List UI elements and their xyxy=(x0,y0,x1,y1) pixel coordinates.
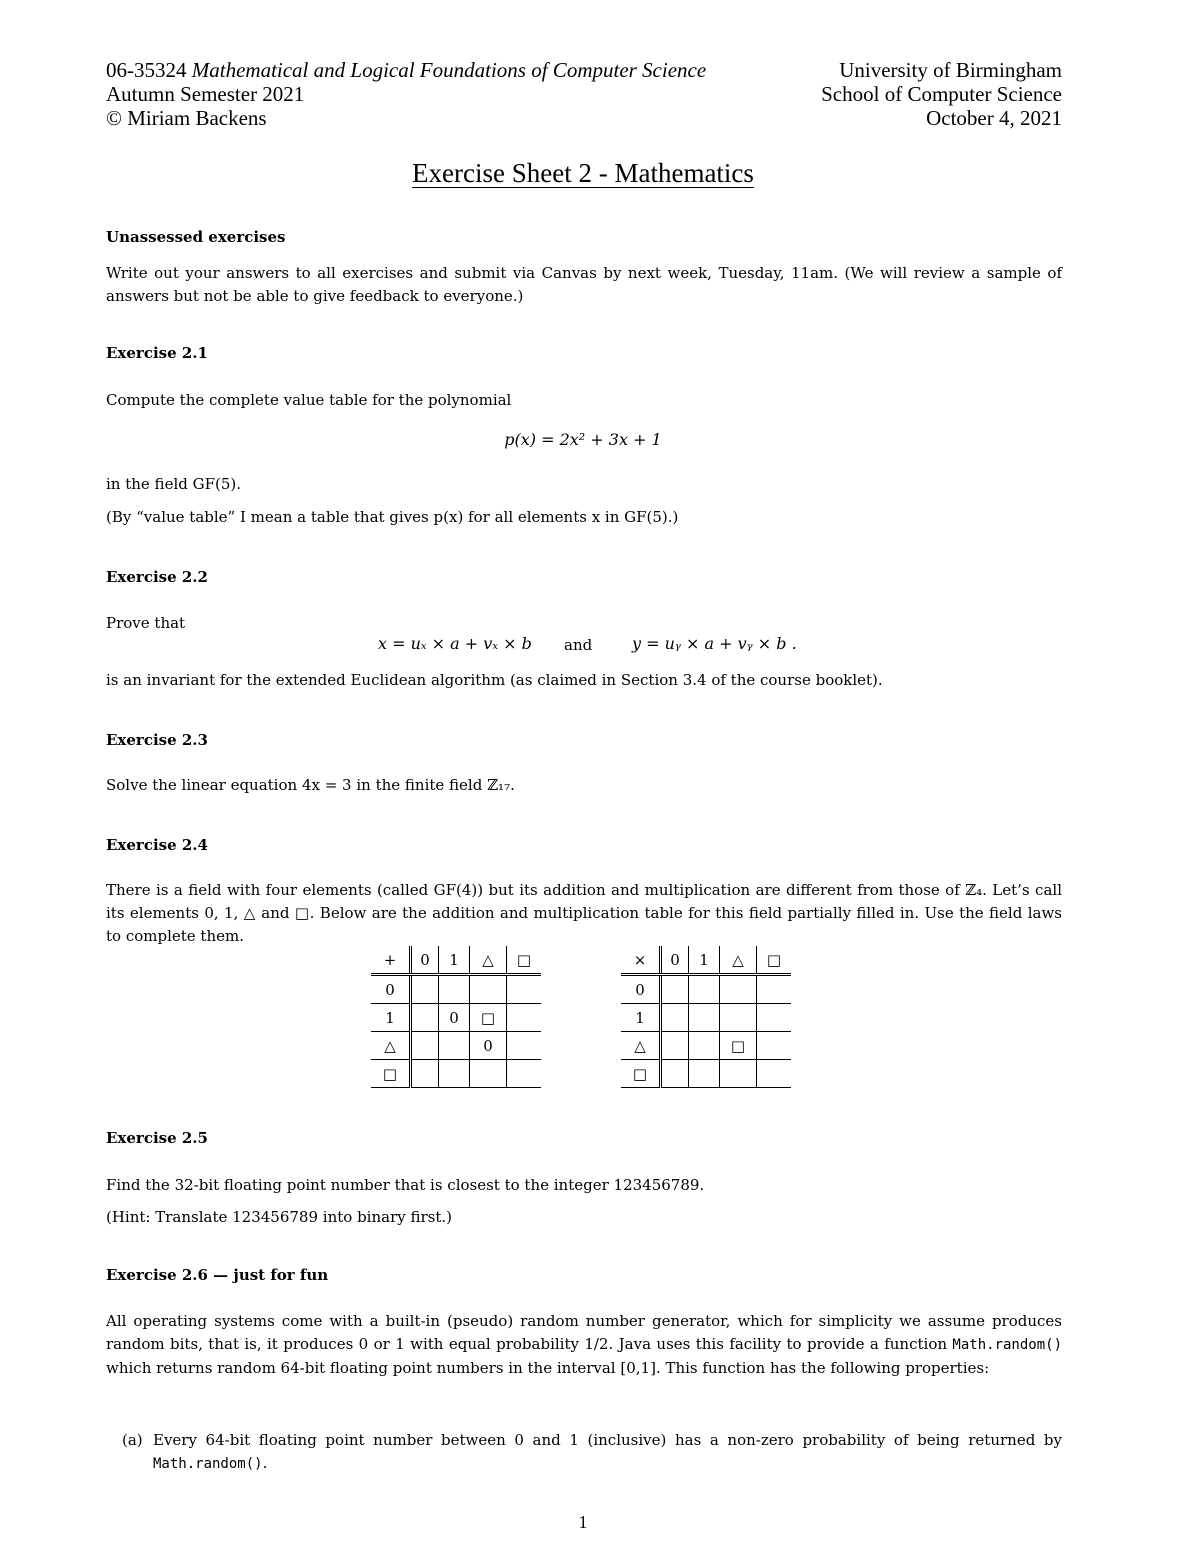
table-cell xyxy=(661,1032,689,1060)
ex22-formula-and: and xyxy=(564,636,593,654)
table-row-label: □ xyxy=(371,1060,411,1088)
ex21-line3: (By “value table” I mean a table that gives p(x) for all elements x in GF(5).) xyxy=(106,508,679,526)
ex26-code-math-random: Math.random() xyxy=(952,1337,1062,1353)
table-cell xyxy=(411,1060,439,1088)
table-cell: 0 xyxy=(439,1004,470,1032)
table-cell xyxy=(720,975,757,1004)
course-title: Mathematical and Logical Foundations of Computer Science xyxy=(191,58,707,82)
table-header-row xyxy=(621,946,791,975)
table-cell xyxy=(507,975,542,1004)
ex22-formula-right: y = uᵧ × a + vᵧ × b . xyxy=(632,634,797,653)
table-header-cell: □ xyxy=(757,946,792,975)
table-cell xyxy=(689,975,720,1004)
table-cell xyxy=(720,1004,757,1032)
table-cell xyxy=(507,1004,542,1032)
ex26-text-b: which returns random 64-bit floating point numbers in the interval [0,1]. This function has the following properties: xyxy=(106,1359,990,1377)
table-row-label: 0 xyxy=(621,975,661,1004)
table-cell xyxy=(757,975,792,1004)
table-row-label: 0 xyxy=(371,975,411,1004)
table-cell xyxy=(470,975,507,1004)
table-cell: □ xyxy=(720,1032,757,1060)
table-header-cell: △ xyxy=(470,946,507,975)
page-number: 1 xyxy=(578,1512,588,1532)
table-row xyxy=(621,1004,791,1032)
table-cell xyxy=(439,1060,470,1088)
ex25-line1: Find the 32-bit floating point number that is closest to the integer 123456789. xyxy=(106,1176,705,1194)
table-cell xyxy=(411,1032,439,1060)
table-cell xyxy=(720,1060,757,1088)
header-course xyxy=(106,58,706,82)
table-cell xyxy=(411,1004,439,1032)
addition-table xyxy=(371,946,541,1088)
table-header-row xyxy=(371,946,541,975)
ex22-line2: is an invariant for the extended Euclidean algorithm (as claimed in Section 3.4 of the course booklet). xyxy=(106,671,883,689)
ex22-formula-left: x = uₓ × a + vₓ × b xyxy=(378,634,532,653)
ex22-heading: Exercise 2.2 xyxy=(106,568,208,586)
table-cell xyxy=(661,1060,689,1088)
table-row xyxy=(621,975,791,1004)
ex26-text-a: All operating systems come with a built-in (pseudo) random number generator, which for simplicity we assume produces random bits, that is, it produces 0 or 1 with equal probability 1/2. Java uses this facility to provide a function xyxy=(106,1312,1062,1353)
table-header-cell: △ xyxy=(720,946,757,975)
ex22-line1: Prove that xyxy=(106,614,186,632)
table-header-cell: 1 xyxy=(439,946,470,975)
ex26-item-a-end: . xyxy=(262,1454,268,1472)
intro-heading: Unassessed exercises xyxy=(106,228,286,246)
table-row xyxy=(371,1004,541,1032)
ex23-text: Solve the linear equation 4x = 3 in the finite field ℤ₁₇. xyxy=(106,776,515,794)
ex26-text xyxy=(106,1310,1062,1380)
table-cell xyxy=(689,1032,720,1060)
ex23-heading: Exercise 2.3 xyxy=(106,731,208,749)
header-school: School of Computer Science xyxy=(821,82,1062,106)
header-university: University of Birmingham xyxy=(839,58,1062,82)
ex26-heading: Exercise 2.6 — just for fun xyxy=(106,1266,329,1284)
table-cell xyxy=(439,975,470,1004)
table-cell: 0 xyxy=(470,1032,507,1060)
table-header-cell: 0 xyxy=(661,946,689,975)
table-row-label: △ xyxy=(621,1032,661,1060)
table-row xyxy=(621,1032,791,1060)
table-row-label: △ xyxy=(371,1032,411,1060)
intro-text: Write out your answers to all exercises and submit via Canvas by next week, Tuesday, 11am. (We will review a sample of answers but not be able to give feedback to everyone.) xyxy=(106,264,1062,305)
multiplication-table xyxy=(621,946,791,1088)
course-code: 06-35324 xyxy=(106,58,187,82)
ex21-line1: Compute the complete value table for the polynomial xyxy=(106,391,512,409)
ex21-heading: Exercise 2.1 xyxy=(106,344,208,362)
table-cell xyxy=(661,975,689,1004)
header-author: © Miriam Backens xyxy=(106,106,267,130)
table-header-cell: 0 xyxy=(411,946,439,975)
table-header-cell: × xyxy=(621,946,661,975)
table-header-cell: □ xyxy=(507,946,542,975)
ex21-line2: in the field GF(5). xyxy=(106,475,242,493)
table-cell xyxy=(439,1032,470,1060)
table-row-label: □ xyxy=(621,1060,661,1088)
table-cell xyxy=(689,1060,720,1088)
table-cell: □ xyxy=(470,1004,507,1032)
table-row xyxy=(621,1060,791,1088)
table-header-cell: + xyxy=(371,946,411,975)
table-row-label: 1 xyxy=(371,1004,411,1032)
table-cell xyxy=(757,1060,792,1088)
ex26-item-a-code: Math.random() xyxy=(153,1456,263,1472)
table-cell xyxy=(411,975,439,1004)
ex21-formula: p(x) = 2x² + 3x + 1 xyxy=(504,430,662,449)
ex24-heading: Exercise 2.4 xyxy=(106,836,208,854)
table-cell xyxy=(507,1032,542,1060)
ex26-item-a xyxy=(153,1429,1062,1476)
ex25-line2: (Hint: Translate 123456789 into binary first.) xyxy=(106,1208,453,1226)
table-row xyxy=(371,975,541,1004)
table-cell xyxy=(757,1004,792,1032)
table-cell xyxy=(507,1060,542,1088)
ex26-item-a-label: (a) xyxy=(122,1431,143,1449)
table-cell xyxy=(689,1004,720,1032)
ex26-item-a-text: Every 64-bit floating point number between 0 and 1 (inclusive) has a non-zero probability of being returned by xyxy=(153,1431,1062,1449)
ex25-heading: Exercise 2.5 xyxy=(106,1129,208,1147)
table-row xyxy=(371,1032,541,1060)
ex24-text: There is a field with four elements (called GF(4)) but its addition and multiplication are different from those of ℤ₄. Let’s call its elements 0, 1, △ and □. Below are the addition and multiplication table for this field partially filled in. Use the field laws to complete them. xyxy=(106,881,1062,945)
table-cell xyxy=(661,1004,689,1032)
header-semester: Autumn Semester 2021 xyxy=(106,82,305,106)
table-row-label: 1 xyxy=(621,1004,661,1032)
page-title: Exercise Sheet 2 - Mathematics xyxy=(412,158,754,188)
table-header-cell: 1 xyxy=(689,946,720,975)
table-cell xyxy=(757,1032,792,1060)
table-cell xyxy=(470,1060,507,1088)
header-date: October 4, 2021 xyxy=(926,106,1062,130)
table-row xyxy=(371,1060,541,1088)
